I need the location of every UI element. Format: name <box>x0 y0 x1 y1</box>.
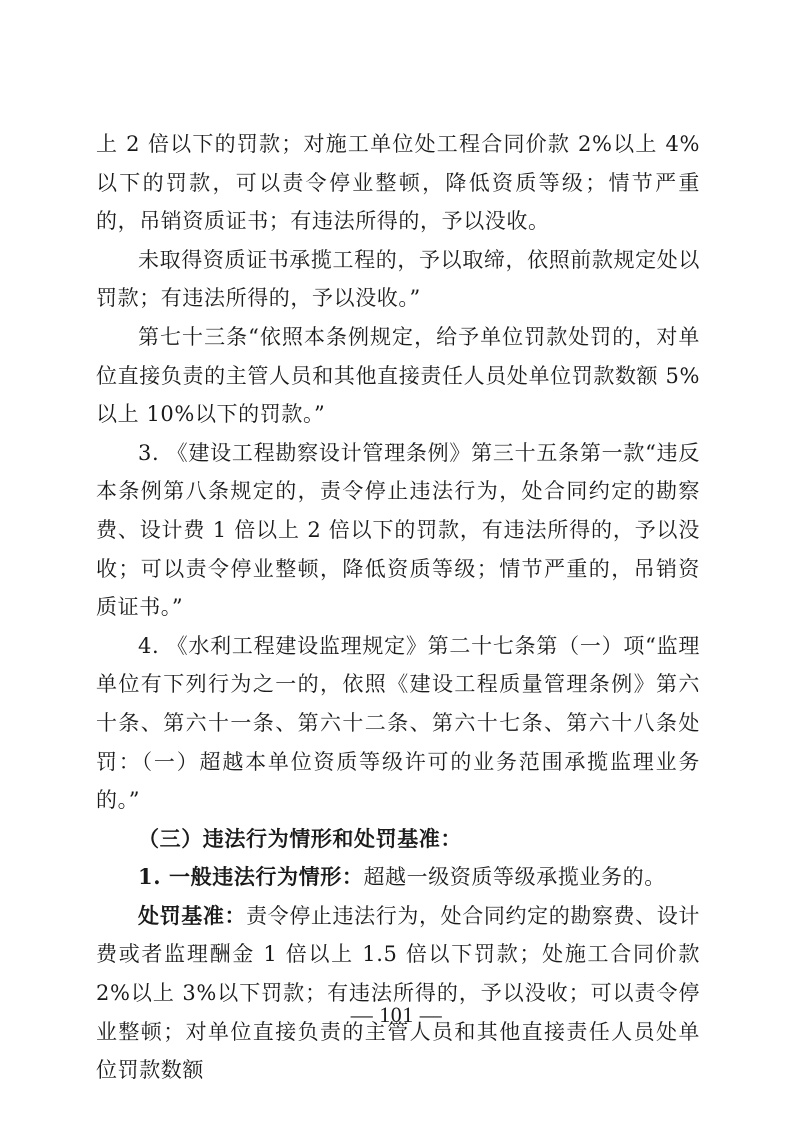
case-text: 超越一级资质等级承揽业务的。 <box>363 865 666 890</box>
paragraph-supervision-regulation: 4. 《水利工程建设监理规定》第二十七条第（一）项“监理单位有下列行为之一的，依照《建设工程质量管理条例》第六十条、第六十一条、第六十二条、第六十七条、第六十八条处罚：（一）超越本单位资质等级许可的业务范围承揽监理业务的。” <box>96 633 700 813</box>
section-heading: （三）违法行为情形和处罚基准： <box>138 825 462 851</box>
paragraph-survey-design-regulation: 3. 《建设工程勘察设计管理条例》第三十五条第一款“违反本条例第八条规定的，责令停止违法行为，处合同约定的勘察费、设计费 1 倍以上 2 倍以下的罚款，有违法所得的，予以没收；可以责令停业整顿，降低资质等级；情节严重的，吊销资质证书。” <box>96 440 700 620</box>
penalty-label: 处罚基准： <box>138 902 247 928</box>
page-number: — 101 — <box>350 1002 443 1027</box>
paragraph-unlicensed-contracting: 未取得资质证书承揽工程的，予以取缔，依照前款规定处以罚款；有违法所得的，予以没收。” <box>96 247 700 311</box>
document-body <box>96 125 700 1090</box>
paragraph-continuation: 上 2 倍以下的罚款；对施工单位处工程合同价款 2%以上 4%以下的罚款，可以责令停业整顿，降低资质等级；情节严重的，吊销资质证书；有违法所得的，予以没收。 <box>96 132 700 234</box>
case-general-violation <box>96 858 700 897</box>
paragraph-article-73: 第七十三条“依照本条例规定，给予单位罚款处罚的，对单位直接负责的主管人员和其他直接责任人员处单位罚款数额 5%以上 10%以下的罚款。” <box>96 324 700 427</box>
case-label: 1. 一般违法行为情形： <box>138 864 364 890</box>
penalty-text: 责令停止违法行为，处合同约定的勘察费、设计费或者监理酬金 1 倍以上 1.5 倍以下罚款；处施工合同价款 2%以上 3%以下罚款；有违法所得的，予以没收；可以责令停业整顿；对单位直接负责的主管人员和其他直接责任人员处单位罚款数额 <box>96 903 700 1083</box>
penalty-standard <box>96 897 700 1090</box>
